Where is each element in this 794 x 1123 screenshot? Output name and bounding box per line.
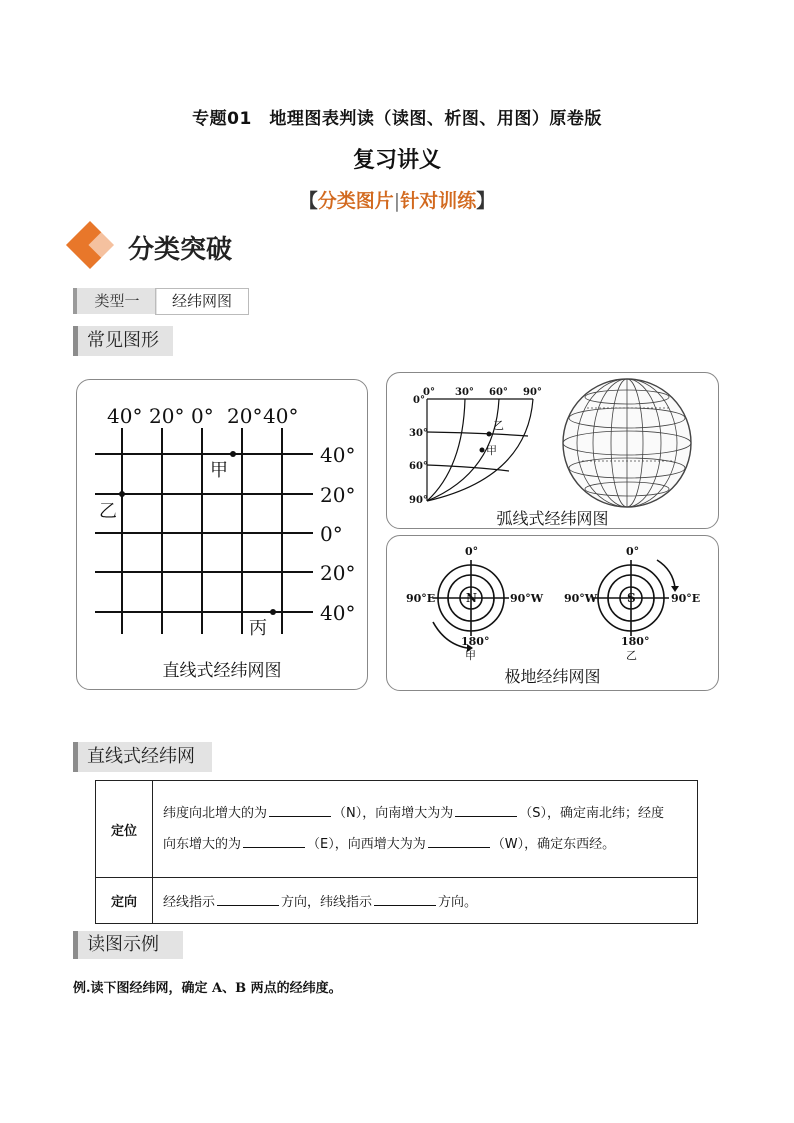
document-subtitle: 复习讲义 bbox=[352, 148, 441, 173]
top-label: 20° bbox=[227, 404, 263, 428]
straight-graticule-figure bbox=[77, 380, 367, 689]
right-label: 40° bbox=[320, 601, 356, 625]
tagline-separator: | bbox=[393, 190, 401, 212]
north-left-label: 90°E bbox=[406, 592, 436, 605]
right-label: 20° bbox=[320, 483, 356, 507]
north-panel-label: 甲 bbox=[465, 649, 476, 662]
left-label: 60° bbox=[409, 461, 428, 472]
arc-graticule-panel bbox=[386, 372, 719, 529]
arc-graticule-figure bbox=[387, 373, 718, 528]
label-jia: 甲 bbox=[486, 444, 497, 457]
left-label: 30° bbox=[409, 428, 428, 439]
point-bing bbox=[270, 609, 276, 615]
label-yi: 乙 bbox=[493, 419, 504, 432]
top-label: 40° bbox=[107, 404, 143, 428]
top-label: 60° bbox=[489, 387, 508, 398]
common-figures-heading: 常见图形 bbox=[73, 326, 173, 356]
point-jia bbox=[230, 451, 236, 457]
section-title: 分类突破 bbox=[128, 235, 233, 265]
point-jia bbox=[480, 448, 485, 453]
top-label: 0° bbox=[191, 404, 214, 428]
north-right-label: 90°W bbox=[510, 592, 544, 605]
example-section-heading: 读图示例 bbox=[73, 931, 183, 959]
top-label: 40° bbox=[263, 404, 299, 428]
fill-blank-table bbox=[95, 780, 698, 924]
arc-graticule-caption: 弧线式经纬网图 bbox=[496, 509, 609, 528]
south-right-label: 90°E bbox=[671, 592, 701, 605]
row-content-direction bbox=[153, 878, 698, 924]
text-fragment: 方向。 bbox=[438, 895, 478, 910]
table-row bbox=[96, 781, 698, 878]
text-fragment: 方向，纬线指示 bbox=[281, 895, 373, 910]
row-content-position bbox=[153, 781, 698, 878]
label-bing: 丙 bbox=[249, 618, 267, 639]
label-jia: 甲 bbox=[210, 460, 228, 481]
example-text: 例.读下图经纬网，确定 A、B 两点的经纬度。 bbox=[73, 981, 342, 996]
blank-field[interactable] bbox=[243, 835, 305, 848]
text-fragment: （W），确定东西经。 bbox=[491, 837, 616, 852]
row-label-position: 定位 bbox=[96, 781, 153, 878]
straight-graticule-panel bbox=[76, 379, 368, 690]
blank-field[interactable] bbox=[374, 893, 436, 906]
south-center-label: S bbox=[627, 591, 636, 605]
parallel-line bbox=[427, 465, 509, 471]
top-label: 0° bbox=[423, 387, 435, 398]
tagline-bracket-open: 【 bbox=[298, 190, 318, 212]
right-label: 0° bbox=[320, 522, 343, 546]
row-label-direction: 定向 bbox=[96, 878, 153, 924]
meridian-line bbox=[427, 399, 465, 501]
polar-graticule-caption: 极地经纬网图 bbox=[504, 667, 601, 686]
document-tagline bbox=[0, 186, 794, 213]
north-top-label: 0° bbox=[465, 545, 479, 558]
table-row bbox=[96, 878, 698, 924]
top-label: 20° bbox=[149, 404, 185, 428]
tagline-bracket-close: 】 bbox=[476, 190, 496, 212]
tagline-part-1: 分类图片 bbox=[317, 190, 394, 212]
text-fragment: 向东增大的为 bbox=[163, 837, 242, 852]
blank-field[interactable] bbox=[269, 804, 331, 817]
polar-graticule-panel bbox=[386, 535, 719, 691]
text-fragment: （N），向南增大为为 bbox=[333, 806, 454, 821]
type-name: 经纬网图 bbox=[155, 288, 249, 315]
label-yi: 乙 bbox=[99, 501, 117, 522]
blank-field[interactable] bbox=[455, 804, 517, 817]
point-yi bbox=[119, 491, 125, 497]
south-top-label: 0° bbox=[626, 545, 640, 558]
south-left-label: 90°W bbox=[564, 592, 598, 605]
document-title: 专题01 地理图表判读（读图、析图、用图）原卷版 bbox=[192, 109, 602, 129]
text-fragment: （S），确定南北纬；经度 bbox=[519, 806, 665, 821]
blank-field[interactable] bbox=[428, 835, 490, 848]
type-tag: 类型一 bbox=[73, 288, 157, 314]
top-label: 30° bbox=[455, 387, 474, 398]
tagline-part-2: 针对训练 bbox=[400, 190, 477, 212]
straight-graticule-caption: 直线式经纬网图 bbox=[162, 661, 282, 681]
north-center-label: N bbox=[466, 591, 477, 605]
south-panel-label: 乙 bbox=[626, 649, 637, 662]
globe-icon bbox=[563, 379, 691, 507]
straight-section-heading: 直线式经纬网 bbox=[73, 742, 212, 772]
point-yi bbox=[487, 432, 492, 437]
left-label: 90° bbox=[409, 495, 428, 506]
left-label: 0° bbox=[413, 395, 425, 406]
text-fragment: （E），向西增大为为 bbox=[307, 837, 426, 852]
right-label: 20° bbox=[320, 561, 356, 585]
blank-field[interactable] bbox=[217, 893, 279, 906]
parallel-line bbox=[427, 432, 528, 436]
north-bottom-label: 180° bbox=[461, 635, 490, 648]
south-bottom-label: 180° bbox=[621, 635, 650, 648]
rotation-arrow-icon bbox=[657, 560, 675, 588]
top-label: 90° bbox=[523, 387, 542, 398]
right-label: 40° bbox=[320, 443, 356, 467]
text-fragment: 纬度向北增大的为 bbox=[163, 806, 268, 821]
text-fragment: 经线指示 bbox=[163, 895, 216, 910]
